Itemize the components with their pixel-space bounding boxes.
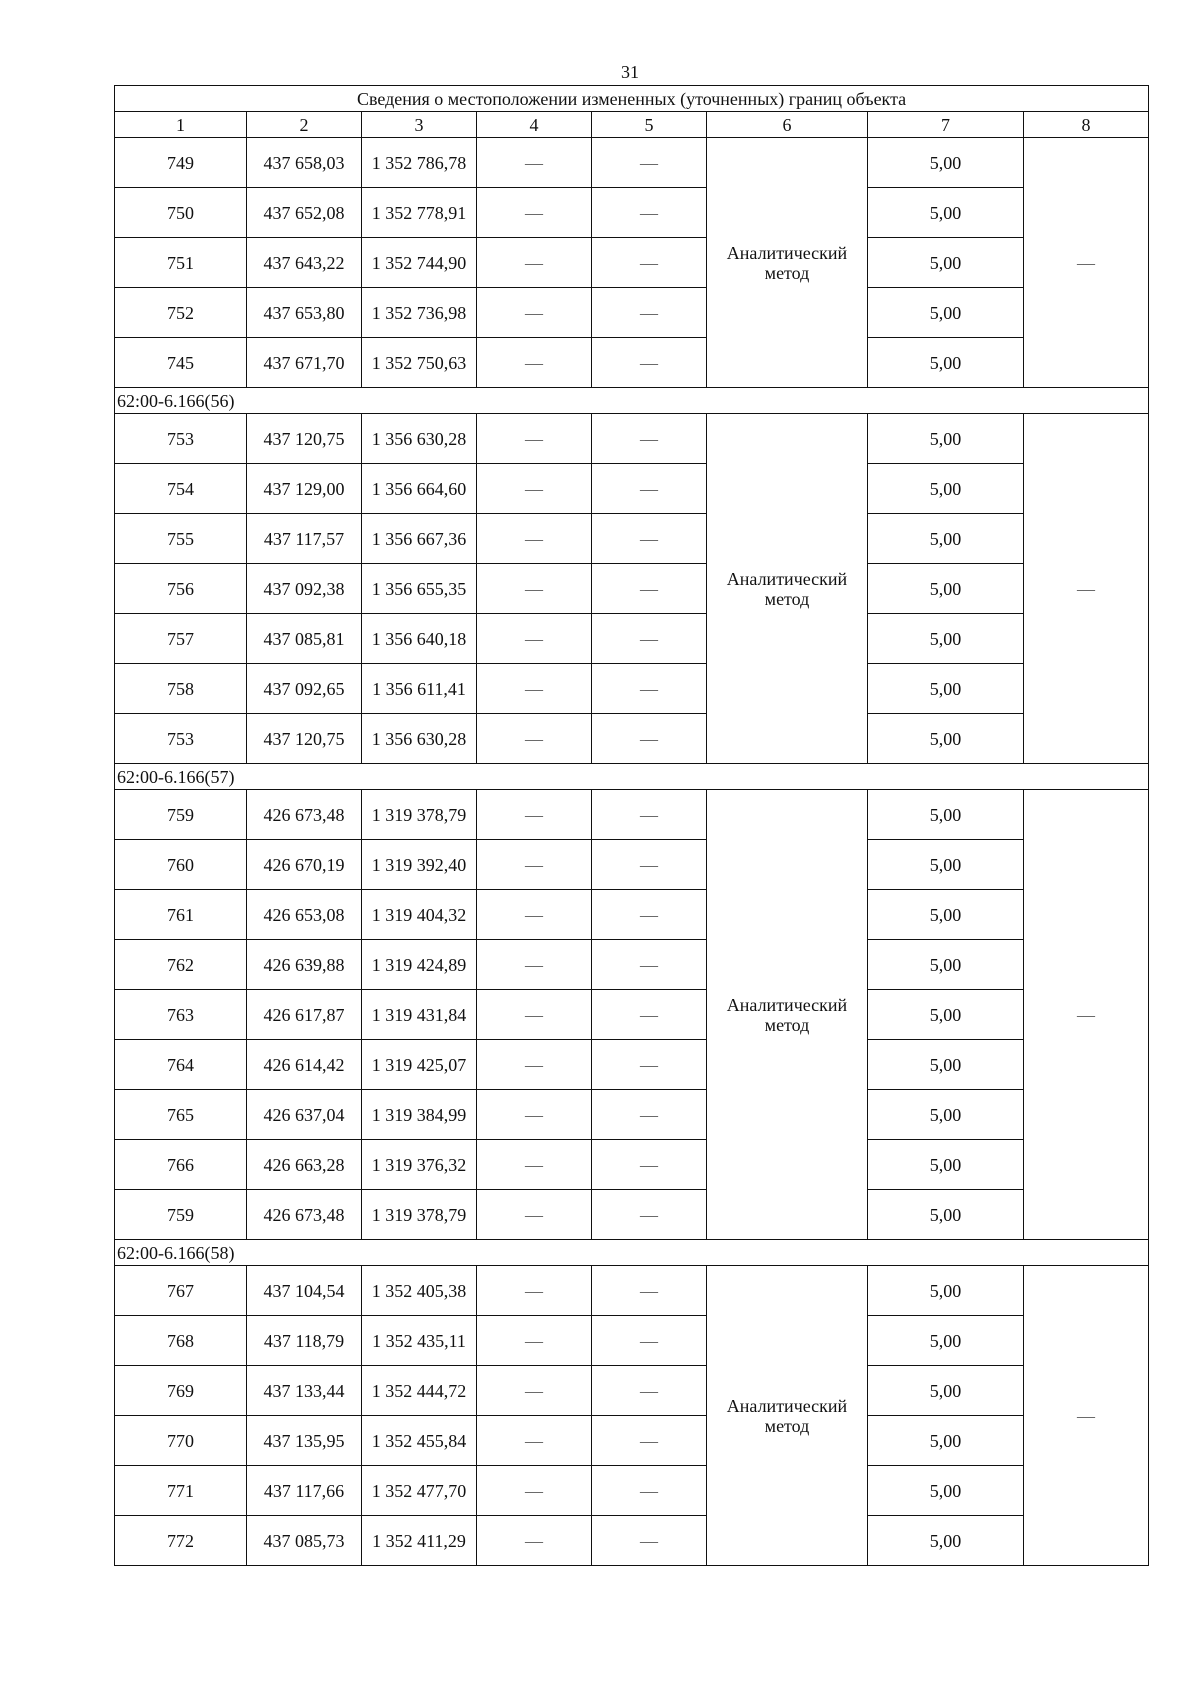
table-row xyxy=(115,288,1149,338)
x-coordinate-cell: 437 085,81 xyxy=(247,614,362,664)
table-caption: Сведения о местоположении измененных (уточненных) границ объекта xyxy=(115,86,1149,112)
column-number: 2 xyxy=(247,112,362,138)
empty-dash-cell: — xyxy=(592,1416,707,1466)
point-number-cell: 760 xyxy=(115,840,247,890)
empty-dash-cell: — xyxy=(477,990,592,1040)
precision-cell: 5,00 xyxy=(868,714,1024,764)
y-coordinate-cell: 1 352 786,78 xyxy=(362,138,477,188)
empty-dash-cell: — xyxy=(477,1040,592,1090)
y-coordinate-cell: 1 319 376,32 xyxy=(362,1140,477,1190)
precision-cell: 5,00 xyxy=(868,1316,1024,1366)
point-number-cell: 749 xyxy=(115,138,247,188)
empty-dash-cell: — xyxy=(477,840,592,890)
precision-cell: 5,00 xyxy=(868,1190,1024,1240)
y-coordinate-cell: 1 319 404,32 xyxy=(362,890,477,940)
x-coordinate-cell: 437 092,38 xyxy=(247,564,362,614)
x-coordinate-cell: 437 104,54 xyxy=(247,1266,362,1316)
empty-dash-cell: — xyxy=(477,1190,592,1240)
table-row xyxy=(115,414,1149,464)
method-cell xyxy=(707,414,868,764)
table-row xyxy=(115,990,1149,1040)
empty-dash-cell: — xyxy=(592,1140,707,1190)
empty-dash-cell: — xyxy=(592,414,707,464)
empty-dash-cell: — xyxy=(592,1266,707,1316)
precision-cell: 5,00 xyxy=(868,564,1024,614)
table-row xyxy=(115,790,1149,840)
boundary-coordinates-table xyxy=(114,85,1149,1566)
point-number-cell: 757 xyxy=(115,614,247,664)
table-row xyxy=(115,1316,1149,1366)
empty-dash-cell: — xyxy=(592,664,707,714)
empty-dash-cell: — xyxy=(477,564,592,614)
empty-dash-cell: — xyxy=(1024,1266,1149,1566)
empty-dash-cell: — xyxy=(1024,414,1149,764)
precision-cell: 5,00 xyxy=(868,990,1024,1040)
table-row xyxy=(115,338,1149,388)
table-row xyxy=(115,1366,1149,1416)
x-coordinate-cell: 426 617,87 xyxy=(247,990,362,1040)
column-number: 3 xyxy=(362,112,477,138)
y-coordinate-cell: 1 352 455,84 xyxy=(362,1416,477,1466)
table-row xyxy=(115,940,1149,990)
empty-dash-cell: — xyxy=(592,288,707,338)
y-coordinate-cell: 1 352 750,63 xyxy=(362,338,477,388)
x-coordinate-cell: 426 637,04 xyxy=(247,1090,362,1140)
table-row xyxy=(115,238,1149,288)
point-number-cell: 751 xyxy=(115,238,247,288)
point-number-cell: 755 xyxy=(115,514,247,564)
empty-dash-cell: — xyxy=(477,514,592,564)
method-line: метод xyxy=(764,588,810,609)
empty-dash-cell: — xyxy=(477,664,592,714)
x-coordinate-cell: 437 117,57 xyxy=(247,514,362,564)
table-row xyxy=(115,1040,1149,1090)
column-number: 5 xyxy=(592,112,707,138)
y-coordinate-cell: 1 319 392,40 xyxy=(362,840,477,890)
parcel-number-label: 62:00-6.166(57) xyxy=(115,764,1149,790)
point-number-cell: 762 xyxy=(115,940,247,990)
point-number-cell: 759 xyxy=(115,1190,247,1240)
table-row xyxy=(115,1266,1149,1316)
empty-dash-cell: — xyxy=(477,714,592,764)
empty-dash-cell: — xyxy=(592,1090,707,1140)
empty-dash-cell: — xyxy=(592,188,707,238)
method-cell xyxy=(707,790,868,1240)
point-number-cell: 772 xyxy=(115,1516,247,1566)
method-line: Аналитический xyxy=(726,1395,848,1416)
empty-dash-cell: — xyxy=(477,138,592,188)
point-number-cell: 753 xyxy=(115,414,247,464)
method-cell xyxy=(707,138,868,388)
empty-dash-cell: — xyxy=(477,1090,592,1140)
x-coordinate-cell: 437 671,70 xyxy=(247,338,362,388)
y-coordinate-cell: 1 319 378,79 xyxy=(362,1190,477,1240)
empty-dash-cell: — xyxy=(477,1416,592,1466)
y-coordinate-cell: 1 319 424,89 xyxy=(362,940,477,990)
empty-dash-cell: — xyxy=(592,238,707,288)
precision-cell: 5,00 xyxy=(868,288,1024,338)
x-coordinate-cell: 426 670,19 xyxy=(247,840,362,890)
precision-cell: 5,00 xyxy=(868,188,1024,238)
y-coordinate-cell: 1 352 736,98 xyxy=(362,288,477,338)
empty-dash-cell: — xyxy=(477,1266,592,1316)
y-coordinate-cell: 1 352 744,90 xyxy=(362,238,477,288)
precision-cell: 5,00 xyxy=(868,1366,1024,1416)
column-number: 8 xyxy=(1024,112,1149,138)
point-number-cell: 753 xyxy=(115,714,247,764)
empty-dash-cell: — xyxy=(592,990,707,1040)
table-row xyxy=(115,1090,1149,1140)
precision-cell: 5,00 xyxy=(868,338,1024,388)
table-row xyxy=(115,464,1149,514)
empty-dash-cell: — xyxy=(477,414,592,464)
y-coordinate-cell: 1 352 477,70 xyxy=(362,1466,477,1516)
y-coordinate-cell: 1 352 411,29 xyxy=(362,1516,477,1566)
x-coordinate-cell: 437 118,79 xyxy=(247,1316,362,1366)
point-number-cell: 750 xyxy=(115,188,247,238)
point-number-cell: 766 xyxy=(115,1140,247,1190)
x-coordinate-cell: 437 133,44 xyxy=(247,1366,362,1416)
x-coordinate-cell: 437 658,03 xyxy=(247,138,362,188)
point-number-cell: 770 xyxy=(115,1416,247,1466)
x-coordinate-cell: 437 643,22 xyxy=(247,238,362,288)
table-row xyxy=(115,1140,1149,1190)
empty-dash-cell: — xyxy=(592,1316,707,1366)
precision-cell: 5,00 xyxy=(868,138,1024,188)
method-line: метод xyxy=(764,1014,810,1035)
empty-dash-cell: — xyxy=(592,1190,707,1240)
empty-dash-cell: — xyxy=(477,288,592,338)
point-number-cell: 754 xyxy=(115,464,247,514)
column-number-row xyxy=(115,112,1149,138)
y-coordinate-cell: 1 356 640,18 xyxy=(362,614,477,664)
point-number-cell: 763 xyxy=(115,990,247,1040)
precision-cell: 5,00 xyxy=(868,238,1024,288)
precision-cell: 5,00 xyxy=(868,840,1024,890)
empty-dash-cell: — xyxy=(592,1366,707,1416)
empty-dash-cell: — xyxy=(477,1140,592,1190)
parcel-number-label: 62:00-6.166(58) xyxy=(115,1240,1149,1266)
y-coordinate-cell: 1 319 378,79 xyxy=(362,790,477,840)
empty-dash-cell: — xyxy=(592,338,707,388)
empty-dash-cell: — xyxy=(477,1366,592,1416)
empty-dash-cell: — xyxy=(477,940,592,990)
table-row xyxy=(115,138,1149,188)
empty-dash-cell: — xyxy=(477,1516,592,1566)
empty-dash-cell: — xyxy=(477,790,592,840)
table-row xyxy=(115,1190,1149,1240)
column-number: 6 xyxy=(707,112,868,138)
empty-dash-cell: — xyxy=(592,514,707,564)
x-coordinate-cell: 437 117,66 xyxy=(247,1466,362,1516)
table-row xyxy=(115,564,1149,614)
table-row xyxy=(115,664,1149,714)
empty-dash-cell: — xyxy=(592,138,707,188)
empty-dash-cell: — xyxy=(477,464,592,514)
parcel-section-row xyxy=(115,388,1149,414)
table-row xyxy=(115,890,1149,940)
empty-dash-cell: — xyxy=(592,840,707,890)
method-line: метод xyxy=(764,1415,810,1436)
column-number: 7 xyxy=(868,112,1024,138)
precision-cell: 5,00 xyxy=(868,1416,1024,1466)
y-coordinate-cell: 1 352 444,72 xyxy=(362,1366,477,1416)
table-row xyxy=(115,514,1149,564)
empty-dash-cell: — xyxy=(592,1466,707,1516)
x-coordinate-cell: 426 673,48 xyxy=(247,790,362,840)
y-coordinate-cell: 1 356 630,28 xyxy=(362,714,477,764)
empty-dash-cell: — xyxy=(592,564,707,614)
precision-cell: 5,00 xyxy=(868,1266,1024,1316)
precision-cell: 5,00 xyxy=(868,790,1024,840)
table-row xyxy=(115,840,1149,890)
precision-cell: 5,00 xyxy=(868,514,1024,564)
x-coordinate-cell: 437 085,73 xyxy=(247,1516,362,1566)
precision-cell: 5,00 xyxy=(868,464,1024,514)
method-cell xyxy=(707,1266,868,1566)
empty-dash-cell: — xyxy=(1024,790,1149,1240)
y-coordinate-cell: 1 352 778,91 xyxy=(362,188,477,238)
precision-cell: 5,00 xyxy=(868,1090,1024,1140)
x-coordinate-cell: 437 120,75 xyxy=(247,714,362,764)
empty-dash-cell: — xyxy=(592,464,707,514)
point-number-cell: 771 xyxy=(115,1466,247,1516)
precision-cell: 5,00 xyxy=(868,1140,1024,1190)
parcel-section-row xyxy=(115,1240,1149,1266)
point-number-cell: 765 xyxy=(115,1090,247,1140)
x-coordinate-cell: 426 653,08 xyxy=(247,890,362,940)
x-coordinate-cell: 437 135,95 xyxy=(247,1416,362,1466)
table-row xyxy=(115,1466,1149,1516)
method-line: Аналитический xyxy=(726,994,848,1015)
point-number-cell: 764 xyxy=(115,1040,247,1090)
point-number-cell: 769 xyxy=(115,1366,247,1416)
x-coordinate-cell: 426 673,48 xyxy=(247,1190,362,1240)
precision-cell: 5,00 xyxy=(868,614,1024,664)
empty-dash-cell: — xyxy=(592,890,707,940)
precision-cell: 5,00 xyxy=(868,1466,1024,1516)
point-number-cell: 768 xyxy=(115,1316,247,1366)
y-coordinate-cell: 1 352 405,38 xyxy=(362,1266,477,1316)
table-row xyxy=(115,188,1149,238)
table-row xyxy=(115,1416,1149,1466)
x-coordinate-cell: 437 092,65 xyxy=(247,664,362,714)
empty-dash-cell: — xyxy=(592,1516,707,1566)
precision-cell: 5,00 xyxy=(868,940,1024,990)
y-coordinate-cell: 1 319 431,84 xyxy=(362,990,477,1040)
y-coordinate-cell: 1 356 664,60 xyxy=(362,464,477,514)
point-number-cell: 758 xyxy=(115,664,247,714)
parcel-section-row xyxy=(115,764,1149,790)
point-number-cell: 767 xyxy=(115,1266,247,1316)
precision-cell: 5,00 xyxy=(868,414,1024,464)
empty-dash-cell: — xyxy=(477,338,592,388)
table-row xyxy=(115,714,1149,764)
empty-dash-cell: — xyxy=(477,188,592,238)
y-coordinate-cell: 1 356 667,36 xyxy=(362,514,477,564)
parcel-number-label: 62:00-6.166(56) xyxy=(115,388,1149,414)
empty-dash-cell: — xyxy=(592,790,707,840)
x-coordinate-cell: 426 639,88 xyxy=(247,940,362,990)
y-coordinate-cell: 1 319 384,99 xyxy=(362,1090,477,1140)
precision-cell: 5,00 xyxy=(868,1516,1024,1566)
table-row xyxy=(115,614,1149,664)
x-coordinate-cell: 437 129,00 xyxy=(247,464,362,514)
method-line: метод xyxy=(764,262,810,283)
x-coordinate-cell: 426 614,42 xyxy=(247,1040,362,1090)
x-coordinate-cell: 437 120,75 xyxy=(247,414,362,464)
method-line: Аналитический xyxy=(726,568,848,589)
empty-dash-cell: — xyxy=(592,614,707,664)
empty-dash-cell: — xyxy=(477,614,592,664)
empty-dash-cell: — xyxy=(592,1040,707,1090)
empty-dash-cell: — xyxy=(477,1466,592,1516)
precision-cell: 5,00 xyxy=(868,1040,1024,1090)
method-line: Аналитический xyxy=(726,242,848,263)
y-coordinate-cell: 1 319 425,07 xyxy=(362,1040,477,1090)
empty-dash-cell: — xyxy=(477,238,592,288)
column-number: 4 xyxy=(477,112,592,138)
x-coordinate-cell: 426 663,28 xyxy=(247,1140,362,1190)
point-number-cell: 745 xyxy=(115,338,247,388)
y-coordinate-cell: 1 356 611,41 xyxy=(362,664,477,714)
empty-dash-cell: — xyxy=(477,1316,592,1366)
y-coordinate-cell: 1 356 630,28 xyxy=(362,414,477,464)
precision-cell: 5,00 xyxy=(868,890,1024,940)
empty-dash-cell: — xyxy=(1024,138,1149,388)
page-number: 31 xyxy=(621,62,639,82)
empty-dash-cell: — xyxy=(592,940,707,990)
column-number: 1 xyxy=(115,112,247,138)
y-coordinate-cell: 1 356 655,35 xyxy=(362,564,477,614)
point-number-cell: 761 xyxy=(115,890,247,940)
empty-dash-cell: — xyxy=(477,890,592,940)
precision-cell: 5,00 xyxy=(868,664,1024,714)
point-number-cell: 756 xyxy=(115,564,247,614)
point-number-cell: 759 xyxy=(115,790,247,840)
point-number-cell: 752 xyxy=(115,288,247,338)
table-row xyxy=(115,1516,1149,1566)
x-coordinate-cell: 437 652,08 xyxy=(247,188,362,238)
y-coordinate-cell: 1 352 435,11 xyxy=(362,1316,477,1366)
empty-dash-cell: — xyxy=(592,714,707,764)
x-coordinate-cell: 437 653,80 xyxy=(247,288,362,338)
